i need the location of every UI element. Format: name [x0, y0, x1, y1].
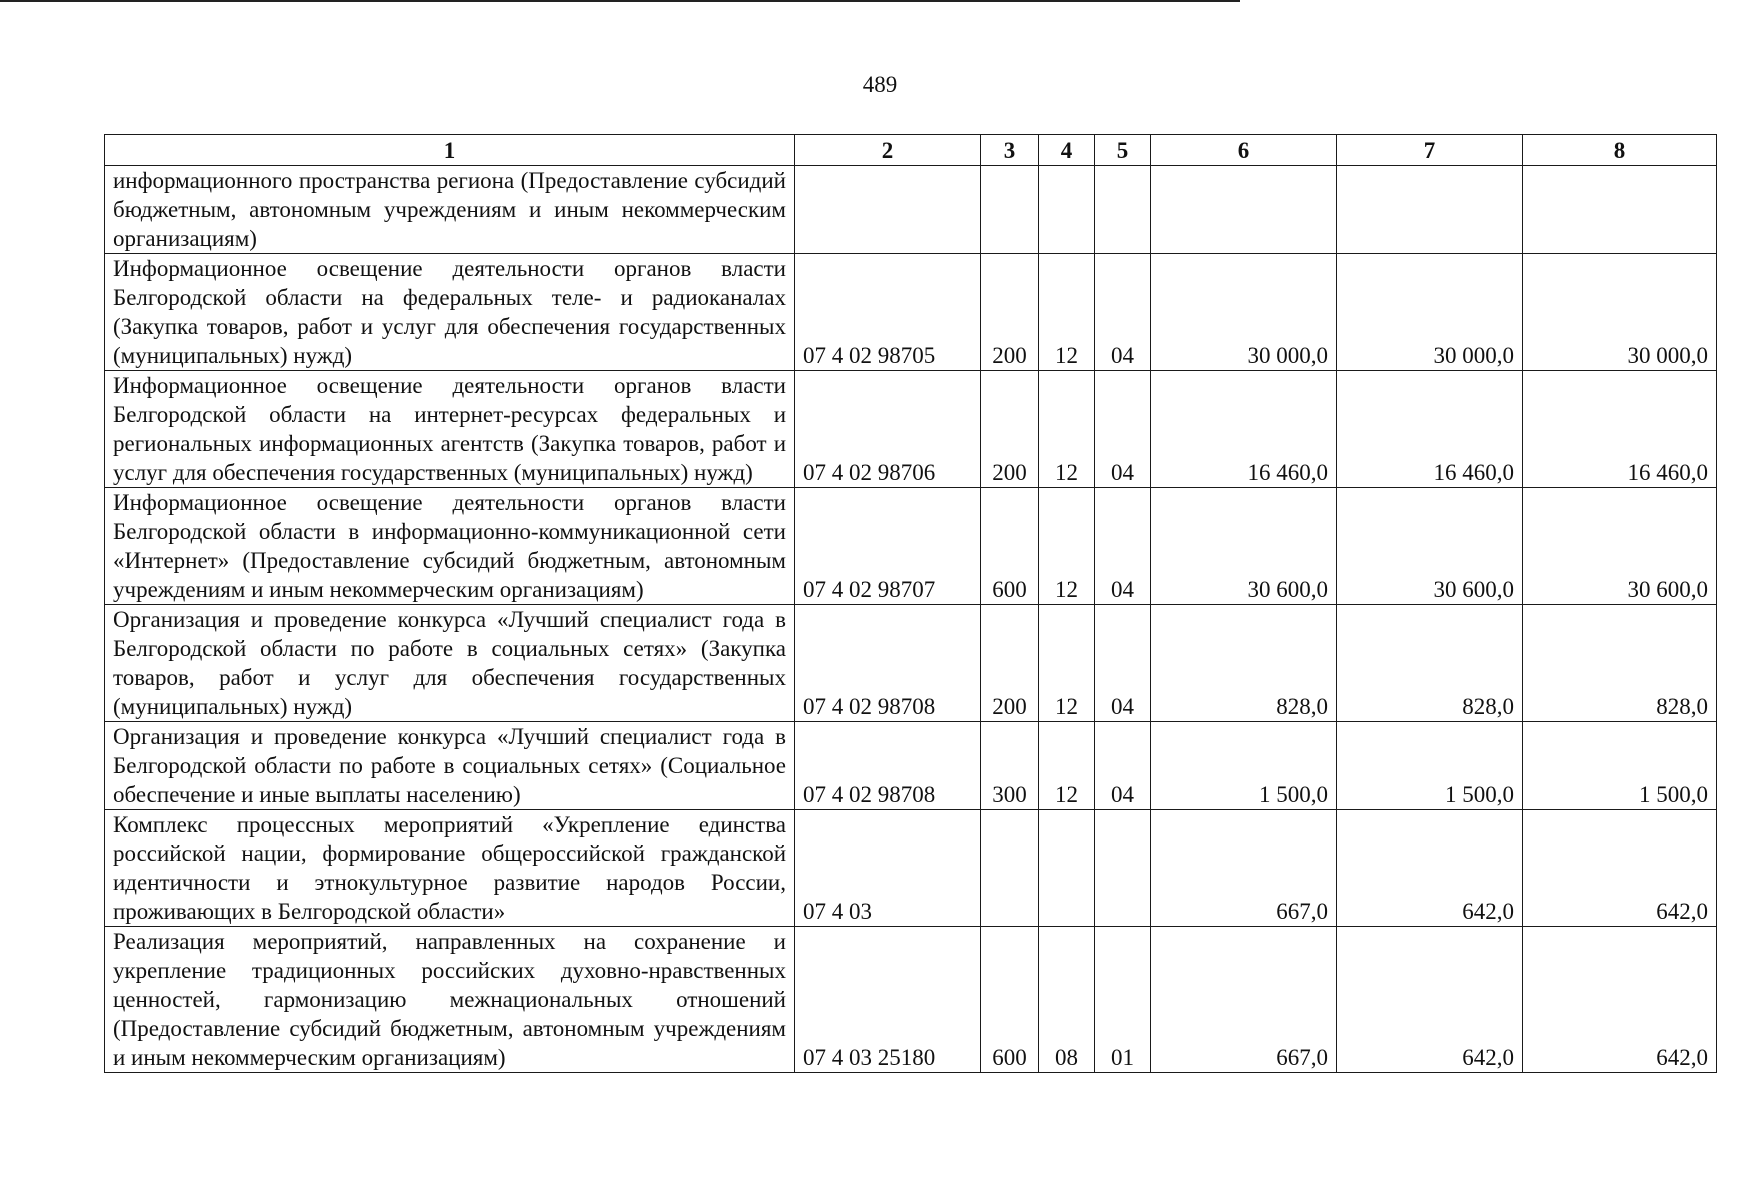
- row-col5: 01: [1095, 927, 1151, 1073]
- row-code: [795, 166, 981, 254]
- table-row: [105, 488, 1717, 605]
- row-col5: 04: [1095, 722, 1151, 810]
- table-row: [105, 810, 1717, 927]
- row-col8: [1523, 166, 1717, 254]
- row-col8: 828,0: [1523, 605, 1717, 722]
- row-code: 07 4 02 98705: [795, 254, 981, 371]
- header-cell: 2: [795, 135, 981, 166]
- row-name: Комплекс процессных мероприятий «Укрепление единства российской нации, формирование общероссийской гражданской идентичности и этнокультурное развитие народов России, проживающих в Белгородской области»: [105, 810, 795, 927]
- row-col3: [981, 810, 1039, 927]
- row-col4: 12: [1039, 254, 1095, 371]
- row-col6: [1151, 166, 1337, 254]
- row-col3: 300: [981, 722, 1039, 810]
- row-col5: [1095, 810, 1151, 927]
- row-col4: 12: [1039, 722, 1095, 810]
- header-cell: 6: [1151, 135, 1337, 166]
- table-row: [105, 722, 1717, 810]
- row-col3: [981, 166, 1039, 254]
- row-name: Организация и проведение конкурса «Лучший специалист года в Белгородской области по работе в социальных сетях» (Закупка товаров, работ и услуг для обеспечения государственных (муниципальных) нужд): [105, 605, 795, 722]
- header-row: [105, 135, 1717, 166]
- table-row: [105, 371, 1717, 488]
- table-row: [105, 927, 1717, 1073]
- row-name: Информационное освещение деятельности органов власти Белгородской области в информационно-коммуникационной сети «Интернет» (Предоставление субсидий бюджетным, автономным учреждениям и иным некоммерческим организациям): [105, 488, 795, 605]
- header-cell: 3: [981, 135, 1039, 166]
- row-col7: 30 600,0: [1337, 488, 1523, 605]
- table-row: [105, 166, 1717, 254]
- row-col7: 16 460,0: [1337, 371, 1523, 488]
- row-name: Информационное освещение деятельности органов власти Белгородской области на интернет-ресурсах федеральных и региональных информационных агентств (Закупка товаров, работ и услуг для обеспечения государственных (муниципальных) нужд): [105, 371, 795, 488]
- row-code: 07 4 02 98707: [795, 488, 981, 605]
- row-col6: 1 500,0: [1151, 722, 1337, 810]
- row-code: 07 4 03 25180: [795, 927, 981, 1073]
- table-row: [105, 605, 1717, 722]
- row-name: Информационное освещение деятельности органов власти Белгородской области на федеральных теле- и радиоканалах (Закупка товаров, работ и услуг для обеспечения государственных (муниципальных) нужд): [105, 254, 795, 371]
- row-col3: 200: [981, 371, 1039, 488]
- row-code: 07 4 03: [795, 810, 981, 927]
- page-number: 489: [862, 72, 898, 97]
- row-col7: 828,0: [1337, 605, 1523, 722]
- top-border-line: [0, 0, 1240, 2]
- row-col6: 30 000,0: [1151, 254, 1337, 371]
- row-col3: 600: [981, 488, 1039, 605]
- row-col6: 828,0: [1151, 605, 1337, 722]
- row-col6: 667,0: [1151, 810, 1337, 927]
- row-col6: 16 460,0: [1151, 371, 1337, 488]
- row-col4: 08: [1039, 927, 1095, 1073]
- row-col7: [1337, 166, 1523, 254]
- header-cell: 8: [1523, 135, 1717, 166]
- row-col4: 12: [1039, 605, 1095, 722]
- header-cell: 5: [1095, 135, 1151, 166]
- row-col5: 04: [1095, 488, 1151, 605]
- row-col4: [1039, 810, 1095, 927]
- row-col4: [1039, 166, 1095, 254]
- row-col8: 642,0: [1523, 810, 1717, 927]
- row-name: Организация и проведение конкурса «Лучший специалист года в Белгородской области по работе в социальных сетях» (Социальное обеспечение и иные выплаты населению): [105, 722, 795, 810]
- row-col5: 04: [1095, 605, 1151, 722]
- row-col4: 12: [1039, 371, 1095, 488]
- row-col3: 200: [981, 605, 1039, 722]
- budget-table: [104, 134, 1717, 1073]
- header-cell: 7: [1337, 135, 1523, 166]
- row-col5: [1095, 166, 1151, 254]
- row-col5: 04: [1095, 371, 1151, 488]
- row-col6: 667,0: [1151, 927, 1337, 1073]
- row-col8: 1 500,0: [1523, 722, 1717, 810]
- row-col7: 1 500,0: [1337, 722, 1523, 810]
- header-cell: 1: [105, 135, 795, 166]
- table-row: [105, 254, 1717, 371]
- row-col8: 16 460,0: [1523, 371, 1717, 488]
- row-col3: 200: [981, 254, 1039, 371]
- row-code: 07 4 02 98706: [795, 371, 981, 488]
- row-col5: 04: [1095, 254, 1151, 371]
- header-cell: 4: [1039, 135, 1095, 166]
- row-col4: 12: [1039, 488, 1095, 605]
- row-name: Реализация мероприятий, направленных на сохранение и укрепление традиционных российских духовно-нравственных ценностей, гармонизацию межнациональных отношений (Предоставление субсидий бюджетным, автономным учреждениям и иным некоммерческим организациям): [105, 927, 795, 1073]
- row-col8: 30 000,0: [1523, 254, 1717, 371]
- row-col8: 30 600,0: [1523, 488, 1717, 605]
- row-col6: 30 600,0: [1151, 488, 1337, 605]
- row-col3: 600: [981, 927, 1039, 1073]
- row-code: 07 4 02 98708: [795, 605, 981, 722]
- row-col8: 642,0: [1523, 927, 1717, 1073]
- row-col7: 642,0: [1337, 810, 1523, 927]
- row-col7: 30 000,0: [1337, 254, 1523, 371]
- row-code: 07 4 02 98708: [795, 722, 981, 810]
- row-col7: 642,0: [1337, 927, 1523, 1073]
- row-name: информационного пространства региона (Предоставление субсидий бюджетным, автономным учреждениям и иным некоммерческим организациям): [105, 166, 795, 254]
